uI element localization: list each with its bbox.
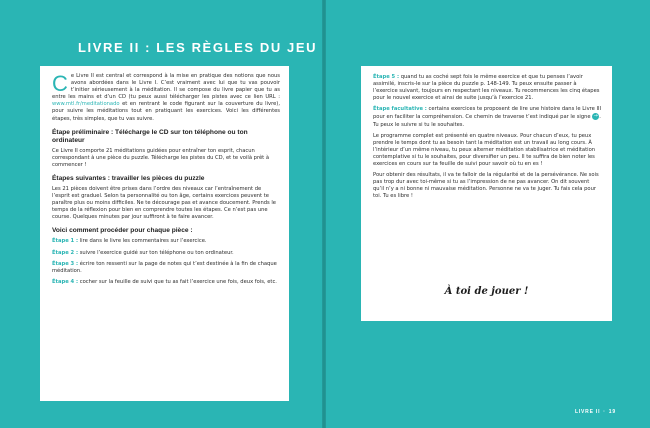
page-title: LIVRE II : LES RÈGLES DU JEU <box>78 40 318 55</box>
intro-paragraph <box>52 73 280 123</box>
optional-step-label: Étape facultative : <box>373 106 427 113</box>
page-footer <box>575 409 616 415</box>
arrow-right-icon: → <box>593 113 598 120</box>
step-5-text: quand tu as coché sept fois le même exercice et que tu penses l’avoir assimilé, inscris-le sur la pièce du puzzle p. 148-149. Tu peux ensuite passer à l’exercice suivant, toujours en respectant les niveaux. Tu recommences les cinq étapes pour le nouvel exercice et ainsi de suite jusqu’à l’exercice 21. <box>373 74 600 102</box>
next-steps-heading: Étapes suivantes : travailler les pièces du puzzle <box>52 174 205 182</box>
step-5-label: Étape 5 : <box>373 74 400 80</box>
step-label: Étape 2 : <box>52 249 79 256</box>
step-text: cocher sur la feuille de suivi que tu as fait l’exercice une fois, deux fois, etc. <box>78 278 277 285</box>
step-item <box>52 238 280 245</box>
download-link[interactable]: www.mtl.fr/meditationado <box>52 101 120 108</box>
step-item <box>52 279 280 286</box>
right-content-card <box>361 66 612 321</box>
step-label: Étape 1 : <box>52 238 79 245</box>
optional-step-text: certains exercices te proposent de lire une histoire dans le Livre III pour en faciliter la compréhension. Ce chemin de traverse t’est indiqué par le signe <box>373 106 602 121</box>
footer-section: LIVRE II <box>575 409 601 415</box>
step-text: suivre l’exercice guidé sur ton téléphone ou ton ordinateur. <box>78 249 234 256</box>
page-number: 19 <box>608 409 616 415</box>
step-text: lire dans le livre les commentaires sur l’exercice. <box>78 238 207 245</box>
results-paragraph: Pour obtenir des résultats, il va te falloir de la régularité et de la persévérance. Ne sois pas trop dur avec toi-même si tu as l’impression de ne pas avancer. On dit souvent qu’il n’y a ni bonne ni mauvaise méditation. Personne ne va te juger. Tu fais cela pour toi. Tu es libre ! <box>373 172 599 200</box>
intro-text-start: e Livre II est central et correspond à la mise en pratique des notions que nous avons abordées dans le Livre I. C’est vraiment avec lui que tu vas pouvoir t’initier sérieusement à la méditation. Il se compose du livre papier que tu as entre les mains et d’un CD (tu peux aussi télécharger les pistes avec ce lien URL : <box>52 73 280 101</box>
next-steps-paragraph: Les 21 pièces doivent être prises dans l’ordre des niveaux car l’entraînement de l’esprit est graduel. Selon ta personnalité ou ton âge, certains exercices peuvent te paraître plus ou moins difficiles. Ne te décourage pas et avance doucement. Prends le temps de la réflexion pour bien en comprendre toutes les étapes. Ce n’est pas une course. Quelques minutes par jour suffiront à te faire avancer. <box>52 185 277 221</box>
step-item <box>52 261 280 275</box>
footer-separator: · <box>603 409 606 415</box>
book-spine <box>322 0 326 428</box>
call-to-action: À toi de jouer ! <box>444 286 529 297</box>
step-text: écrire ton ressenti sur la page de notes qui t’est destinée à la fin de chaque méditation. <box>52 260 277 274</box>
step-item <box>52 250 280 257</box>
step-5-paragraph <box>373 74 602 102</box>
drop-cap: C <box>52 71 68 96</box>
program-paragraph: Le programme complet est présenté en quatre niveaux. Pour chacun d’eux, tu peux prendre le temps dont tu as besoin tant la méditation est un travail au long cours. À l’intérieur d’un même niveau, tu peux alterner méditation stabilisatrice et méditation contemplative si tu le souhaites, pour diversifier un peu. Il te suffira de bien noter les exercices en cours sur ta feuille de suivi pour savoir où tu en es ! <box>373 132 596 168</box>
step-label: Étape 4 : <box>52 278 79 285</box>
optional-step-paragraph <box>373 106 602 128</box>
intro-text-end: et en rentrant le code figurant sur la couverture du livre), pour suivre les méditations tout en pratiquant les exercices. Voici les différentes étapes, très simples, que tu vas suivre. <box>52 101 280 122</box>
step-label: Étape 3 : <box>52 260 79 267</box>
optional-step-text-end: . Tu peux le suivre si tu le souhaites. <box>373 114 601 128</box>
left-content-card <box>40 66 289 401</box>
preliminary-paragraph: Ce Livre II comporte 21 méditations guidées pour entraîner ton esprit, chacun correspondant à une pièce du puzzle. Télécharge les pistes du CD, et te voilà prêt à commencer ! <box>52 147 270 168</box>
procedure-heading: Voici comment procéder pour chaque pièce : <box>52 227 193 235</box>
preliminary-heading: Étape préliminaire : Télécharge le CD sur ton téléphone ou ton ordinateur <box>52 128 248 144</box>
